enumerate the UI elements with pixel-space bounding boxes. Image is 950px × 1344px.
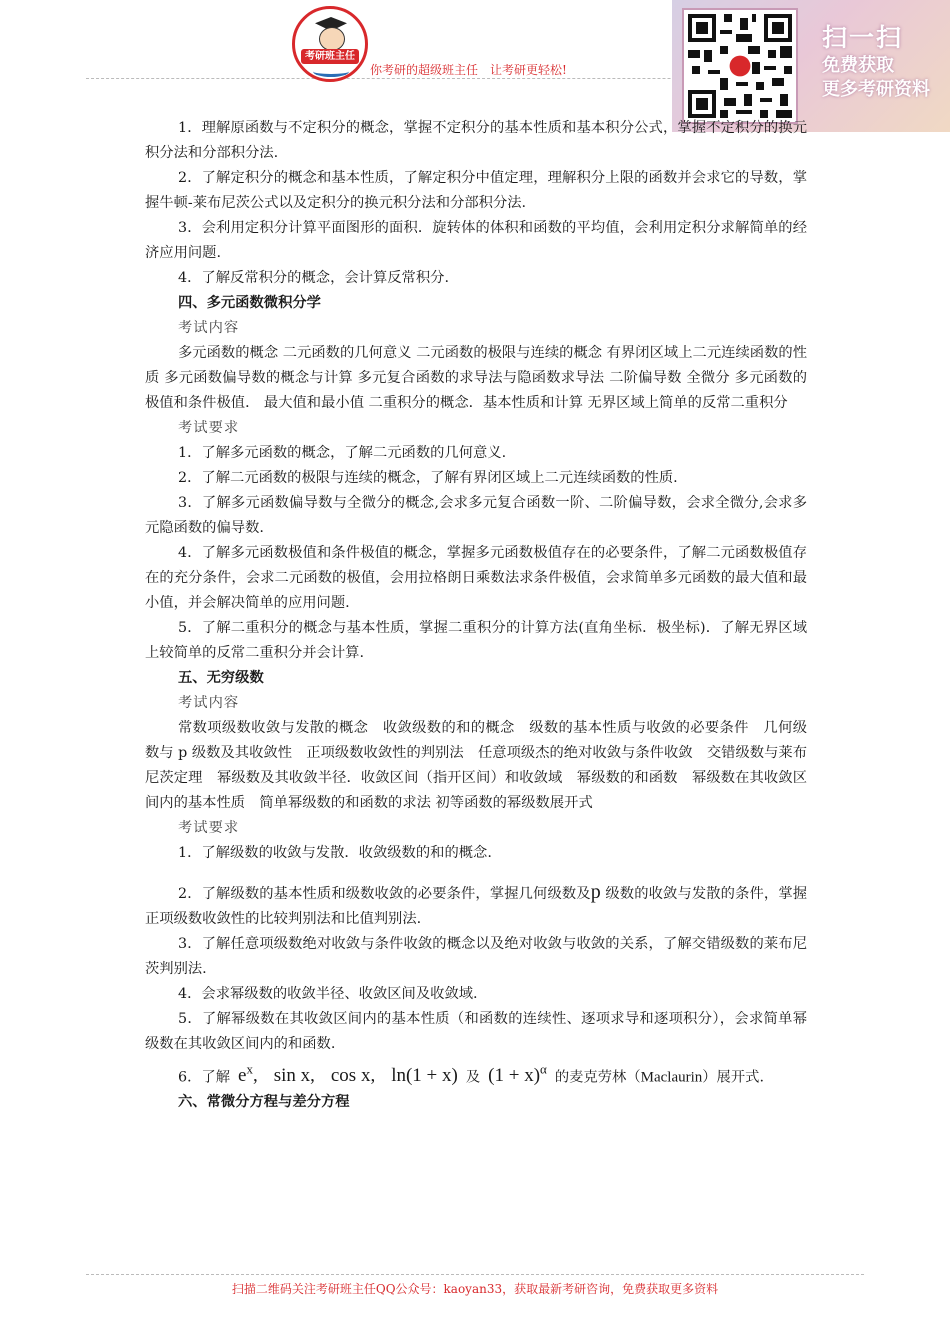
section-heading: 四、多元函数微积分学 xyxy=(178,295,321,311)
english-term: Maclaurin xyxy=(640,1069,703,1086)
subsection-label: 考试内容 xyxy=(178,695,240,711)
list-item: 2．了解二元函数的极限与连续的概念，了解有界闭区域上二元连续函数的性质. xyxy=(178,470,678,486)
subsection-label: 考试内容 xyxy=(178,320,240,336)
list-item: 1．了解级数的收敛与发散．收敛级数的和的概念. xyxy=(178,845,492,861)
section-heading: 五、无穷级数 xyxy=(178,670,264,686)
formula-ln: ln(1 + x) xyxy=(391,1065,458,1087)
formula-sup: x xyxy=(246,1062,253,1077)
section-content: 多元函数的概念 二元函数的几何意义 二元函数的极限与连续的概念 有界闭区域上二元连续函数的性质 多元函数偏导数的概念与计算 多元复合函数的求导法与隐函数求导法 二阶偏导数 全微分 多元函数的极值和条件极值． 最大值和最小值 二重积分的概念．基本性质和计算 无界区域上简单的反常二重积分 xyxy=(145,345,807,411)
item-text: 2．了解级数的基本性质和级数收敛的必要条件，掌握几何级数及 xyxy=(178,886,591,902)
formula-sup: α xyxy=(540,1062,547,1077)
qr-caption xyxy=(822,18,946,102)
subsection-label: 考试要求 xyxy=(178,420,240,436)
formula-power xyxy=(488,1062,547,1087)
section-content: 常数项级数收敛与发散的概念 收敛级数的和的概念 级数的基本性质与收敛的必要条件 几何级数与 p 级数及其收敛性 正项级数收敛性的判别法 任意项级杰的绝对收敛与条件收敛 交错级数与莱布尼茨定理 幂级数及其收敛半径．收敛区间（指开区间）和收敛域 幂级数的和函数 幂级数在其收敛区间内的基本性质 简单幂级数的和函数的求法 初等函数的幂级数展开式 xyxy=(145,720,807,811)
qr-code-icon[interactable] xyxy=(682,8,798,124)
document-body xyxy=(145,116,807,1115)
book-icon xyxy=(313,66,349,77)
list-item: 3．会利用定积分计算平面图形的面积．旋转体的体积和函数的平均值，会利用定积分求解简单的经济应用问题. xyxy=(145,220,807,261)
list-item xyxy=(145,880,807,932)
list-item: 4．了解多元函数极值和条件极值的概念，掌握多元函数极值存在的必要条件，了解二元函数极值存在的充分条件，会求二元函数的极值，会用拉格朗日乘数法求条件极值，会求简单多元函数的最大值和最小值，并会解决简单的应用问题. xyxy=(145,545,807,611)
item-text: 及 xyxy=(465,1069,481,1086)
item-text: ）展开式. xyxy=(702,1069,764,1086)
list-item: 1．理解原函数与不定积分的概念，掌握不定积分的基本性质和基本积分公式，掌握不定积分的换元积分法和分部积分法. xyxy=(145,120,807,161)
formula-sin: sin x, xyxy=(273,1065,315,1087)
section-heading: 六、常微分方程与差分方程 xyxy=(178,1094,350,1111)
formula-base: (1 + x) xyxy=(488,1065,541,1087)
footer-divider xyxy=(86,1274,864,1275)
list-item: 3．了解任意项级数绝对收敛与条件收敛的概念以及绝对收敛与收敛的关系，了解交错级数的莱布尼茨判别法. xyxy=(145,936,807,977)
logo-text: 考研班主任 xyxy=(301,49,359,64)
p-symbol: p xyxy=(590,881,601,903)
list-item: 5．了解幂级数在其收敛区间内的基本性质（和函数的连续性、逐项求导和逐项积分），会求简单幂级数在其收敛区间内的和函数. xyxy=(145,1011,807,1052)
footer-text: 扫描二维码关注考研班主任QQ公众号：kaoyan33，获取最新考研咨询，免费获取更多资料 xyxy=(231,1282,719,1296)
brand-logo xyxy=(292,6,368,82)
formula-exp: $e^x$, xyxy=(238,1062,258,1087)
list-item: 4．会求幂级数的收敛半径、收敛区间及收敛域. xyxy=(178,986,478,1002)
list-item: 1．了解多元函数的概念，了解二元函数的几何意义. xyxy=(178,445,507,461)
qr-caption-line1: 免费获取 xyxy=(822,55,894,76)
item-text: 的麦克劳林（ xyxy=(554,1069,641,1086)
list-item: 5．了解二重积分的概念与基本性质，掌握二重积分的计算方法(直角坐标．极坐标)．了解无界区域上较简单的反常二重积分并会计算. xyxy=(145,620,807,661)
list-item xyxy=(145,1057,807,1090)
list-item: 3．了解多元函数偏导数与全微分的概念,会求多元复合函数一阶、二阶偏导数，会求全微分,会求多元隐函数的偏导数. xyxy=(145,495,807,536)
avatar-face-icon xyxy=(319,27,345,51)
header-slogan: 你考研的超级班主任 让考研更轻松! xyxy=(370,63,567,77)
scan-label: 扫一扫 xyxy=(822,23,904,52)
formula-cos: cos x, xyxy=(330,1065,376,1087)
formula-base: e xyxy=(238,1065,247,1087)
qr-caption-line2: 更多考研资料 xyxy=(822,79,930,100)
item-text: 级数的收敛与发散的条件，掌握正项级数收敛性的比较判别法和比值判别法. xyxy=(145,886,808,927)
list-item: 2．了解定积分的概念和基本性质，了解定积分中值定理，理解积分上限的函数并会求它的导数，掌握牛顿-莱布尼茨公式以及定积分的换元积分法和分部积分法. xyxy=(145,170,807,211)
subsection-label: 考试要求 xyxy=(178,820,240,836)
item-text: 6．了解 xyxy=(178,1069,230,1086)
list-item: 4．了解反常积分的概念，会计算反常积分. xyxy=(178,270,449,286)
